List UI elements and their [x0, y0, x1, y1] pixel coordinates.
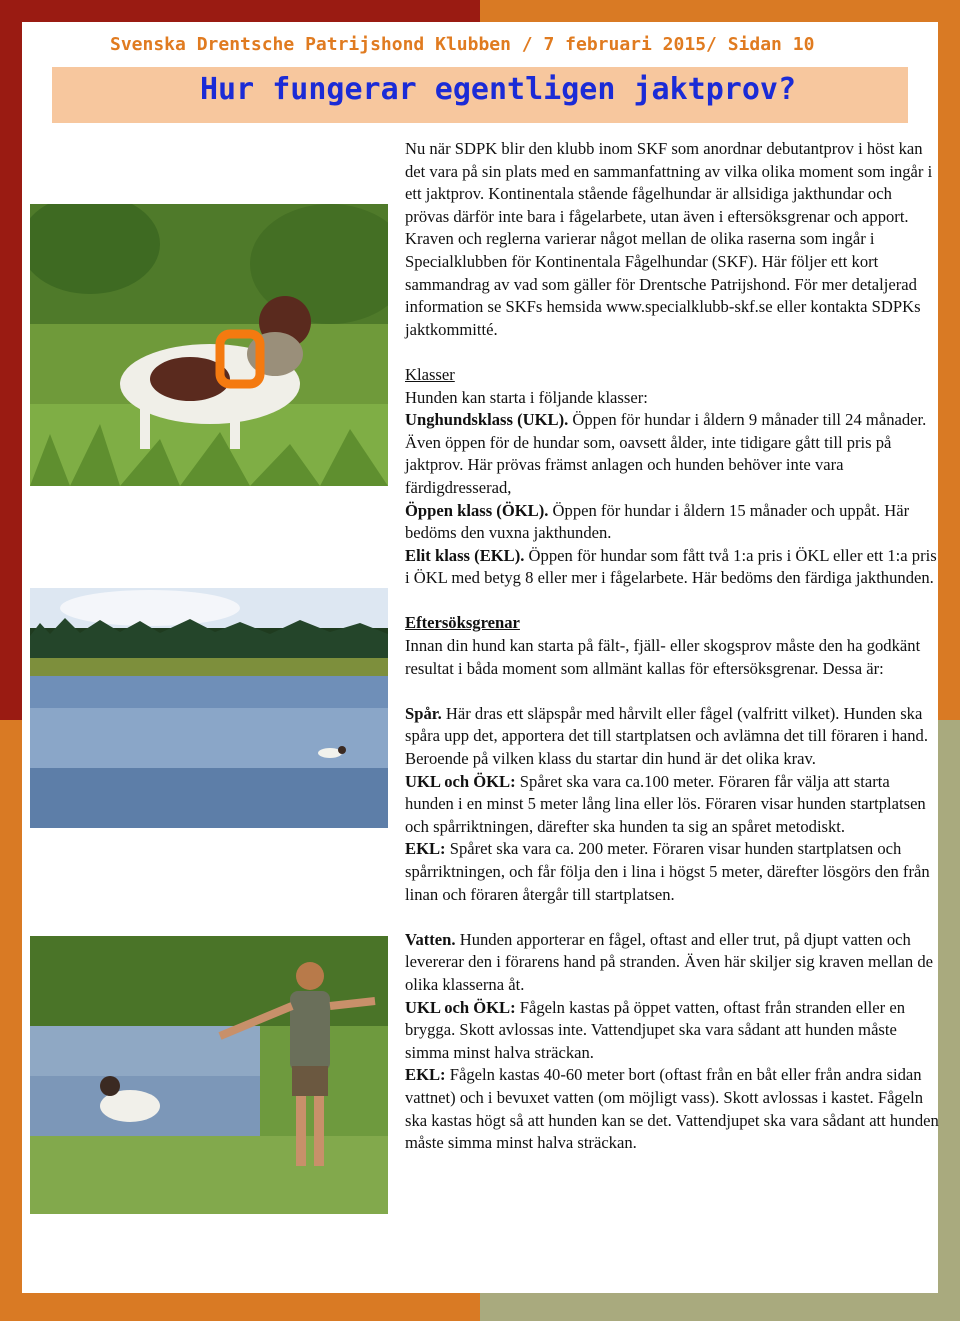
klasser-intro: Hunden kan starta i följande klasser: — [405, 387, 648, 407]
spar-ekl: EKL: Spåret ska vara ca. 200 meter. Föraren visar hunden startplatsen och spårriktningen, och får följa den i lina i högst 5 meter, därefter lösgörs den från linan och föraren återgår till startplatsen. — [405, 839, 930, 904]
page-title: Hur fungerar egentligen jaktprov? — [200, 72, 797, 107]
spar-paragraph: Spår. Här dras ett släpspår med hårvilt eller fågel (valfritt vilket). Hunden ska spåra upp det, apportera det till startplatsen och avlämna det till föraren i hand. Beroende på vilken klass du startar din hund är det olika krav. — [405, 703, 928, 769]
intro-paragraph: Nu när SDPK blir den klubb inom SKF som anordnar debutantprov i höst kan det vara på sin plats med en sammanfattning av vilka olika moment som ingår i ett jaktprov. Kontinentala stående fågelhundar är allsidiga jakthundar och prövas därför inte bara i fågelarbete, utan även i eftersöksgrenar och apport. Kraven och reglerna varierar något mellan de olika raserna som ingår i Specialklubben för Kontinentala Fågelhundar (SKF). Här följer ett kort sammandrag av vad som gäller för Drentsche Patrijshond. För mer detaljerad information se SKFs hemsida www.specialklubb-skf.se eller kontakta SDPKs jaktkommitté. — [405, 139, 933, 339]
frame-right-top — [938, 0, 960, 720]
frame-bottom-right — [480, 1293, 960, 1321]
frame-left-bottom — [0, 720, 22, 1321]
eftersok-heading: Eftersöksgrenar — [405, 613, 520, 633]
frame-top-right — [480, 0, 960, 22]
frame-right-bottom — [938, 720, 960, 1321]
photo-handler-and-dog-at-water — [30, 936, 388, 1214]
spar-ukl-okl: UKL och ÖKL: Spåret ska vara ca.100 meter. Föraren får välja att starta hunden i en minst 5 meter lång lina eller lös. Föraren visar hunden startplatsen och spårriktningen, därefter ska hunden ta sig an spåret metodiskt. — [405, 771, 926, 836]
article-body — [405, 138, 940, 1155]
klasser-heading: Klasser — [405, 364, 455, 384]
eftersok-intro: Innan din hund kan starta på fält-, fjäll- eller skogsprov måste den ha godkänt resultat i båda moment som allmänt kallas för eftersöksgrenar. Dessa är: — [405, 636, 921, 678]
frame-top-left — [0, 0, 480, 22]
vatten-ekl: EKL: Fågeln kastas 40-60 meter bort (oftast från en båt eller från andra sidan vattnet) och i bevuxet vatten (om möjligt vass). Skott avlossas i kastet. Fågeln ska kastas högt så att hunden kan se det. Vattendjupet ska vara sådant att hunden måste simma minst halva sträckan. — [405, 1065, 939, 1153]
klass-item-ekl: Elit klass (EKL). Öppen för hundar som fått två 1:a pris i ÖKL eller ett 1:a pris i ÖKL med betyg 8 eller mer i fågelarbete. Här bedöms den färdiga jakthunden. — [405, 545, 937, 588]
frame-left-top — [0, 0, 22, 720]
frame-bottom-left — [0, 1293, 480, 1321]
klass-item-okl: Öppen klass (ÖKL). Öppen för hundar i åldern 15 månader och uppåt. Här bedöms den vuxna jakthunden. — [405, 500, 910, 543]
photo-dog-with-bird — [30, 204, 388, 486]
newsletter-header: Svenska Drentsche Patrijshond Klubben / 7 februari 2015/ Sidan 10 — [110, 34, 815, 55]
photo-lake-swimming-dog — [30, 588, 388, 828]
vatten-paragraph: Vatten. Hunden apporterar en fågel, oftast and eller trut, på djupt vatten och levererar den i förarens hand på stranden. Även här skiljer sig kraven mellan de olika klasserna åt. — [405, 929, 934, 994]
vatten-ukl-okl: UKL och ÖKL: Fågeln kastas på öppet vatten, oftast från stranden eller en brygga. Skott avlossas inte. Vattendjupet ska vara sådant att hunden måste simma minst halva sträckan. — [405, 997, 905, 1062]
klass-item-ukl: Unghundsklass (UKL). Öppen för hundar i åldern 9 månader till 24 månader. Även öppen för de hundar som, oavsett ålder, inte tidigare gått till pris på jaktprov. Här prövas främst anlagen och hunden behöver inte vara färdigdresserad, — [405, 410, 927, 497]
